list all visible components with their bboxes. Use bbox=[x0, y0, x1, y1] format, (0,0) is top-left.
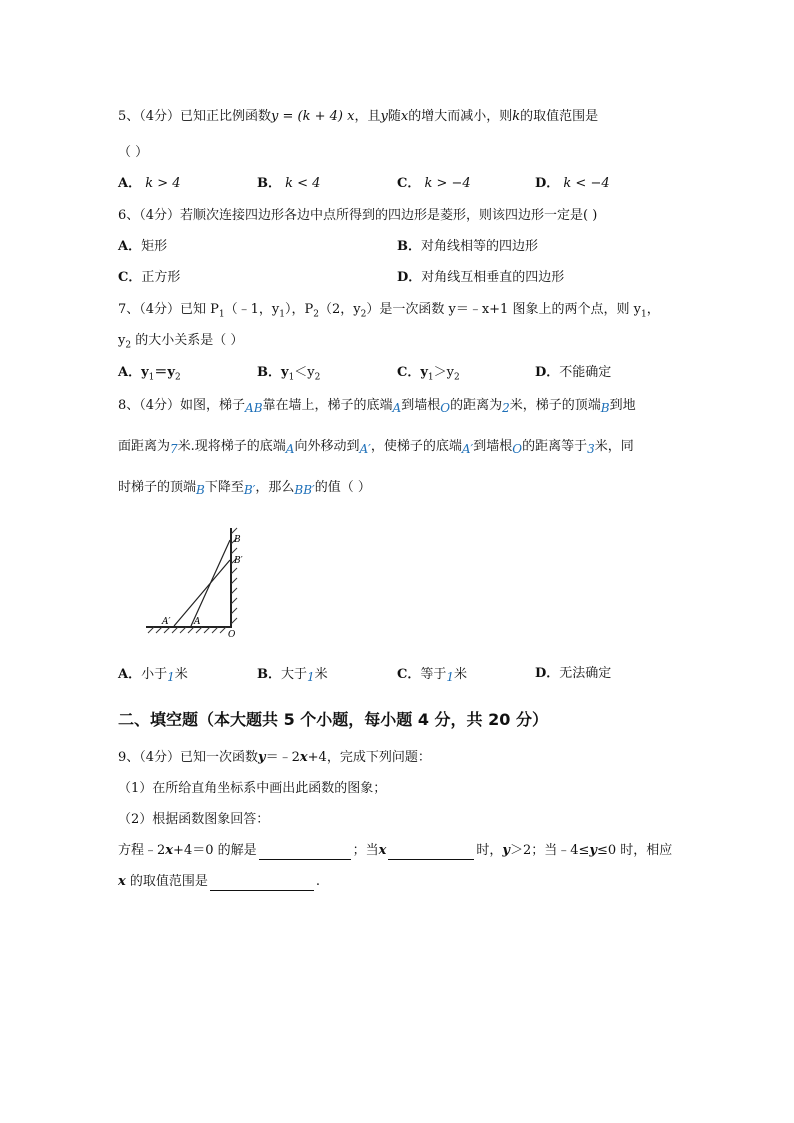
ladder-apbp bbox=[174, 560, 230, 626]
q5-mid2: 随 bbox=[387, 109, 401, 124]
answer-blank-1[interactable] bbox=[259, 845, 351, 860]
option-label: C． bbox=[397, 365, 421, 380]
q5-option-b[interactable] bbox=[257, 175, 320, 193]
option-text: y bbox=[141, 365, 149, 380]
q5-suffix: 的取值范围是 bbox=[520, 109, 599, 124]
option-text: 无法确定 bbox=[559, 666, 612, 681]
label-b-prime: B′ bbox=[234, 556, 243, 566]
q9-math: x bbox=[165, 843, 174, 858]
option-label: C． bbox=[397, 667, 421, 682]
q9-math: x bbox=[378, 843, 387, 858]
option-text: 大于 bbox=[281, 667, 308, 682]
q5-paren: （ ） bbox=[118, 145, 149, 160]
option-label: A． bbox=[118, 239, 142, 254]
option-label: B． bbox=[397, 239, 421, 254]
option-label: D． bbox=[397, 270, 422, 285]
q7-text: （2，y bbox=[319, 302, 361, 317]
q5-mid: ，且 bbox=[354, 109, 381, 124]
q9-text: +4，完成下列问题： bbox=[307, 750, 431, 765]
section-title: 二、填空题（本大题共 5 个小题，每小题 4 分，共 20 分） bbox=[118, 710, 548, 729]
q8-text: ，使梯子的底端 bbox=[370, 439, 462, 454]
q7-text: ），P bbox=[285, 302, 314, 317]
q7-text: y bbox=[118, 333, 126, 348]
subscript: 2 bbox=[360, 309, 367, 320]
option-label: D． bbox=[535, 666, 560, 681]
q8-stem-line2 bbox=[118, 437, 634, 456]
option-num: 1 bbox=[167, 670, 175, 684]
q5-mid3: 的增大而减小，则 bbox=[408, 109, 513, 124]
q9-part2: （2）根据函数图象回答： bbox=[118, 812, 270, 827]
option-label: C． bbox=[397, 176, 421, 191]
q9-text: 的取值范围是 bbox=[125, 874, 208, 889]
q7-text: ， bbox=[646, 302, 660, 317]
q9-text: ；当 bbox=[352, 843, 379, 858]
q6-option-c[interactable] bbox=[118, 269, 180, 287]
option-expr: k < −4 bbox=[563, 176, 610, 191]
subscript: 2 bbox=[314, 372, 321, 383]
q7-stem-line1 bbox=[118, 301, 660, 324]
q8-option-b[interactable] bbox=[257, 665, 328, 684]
q9-text: . bbox=[315, 874, 321, 889]
q9-text: ＝﹣2 bbox=[265, 750, 300, 765]
q8-text: 到墙根 bbox=[473, 439, 513, 454]
q9-text: 9、（4分）已知一次函数 bbox=[118, 750, 259, 765]
option-text: 对角线互相垂直的四边形 bbox=[421, 270, 565, 285]
q9-blank-line2 bbox=[118, 873, 320, 891]
q9-math: y bbox=[258, 750, 266, 765]
q7-option-a[interactable] bbox=[118, 364, 181, 387]
q7-option-b[interactable] bbox=[257, 364, 320, 387]
option-num: 1 bbox=[446, 670, 455, 684]
label-b: B bbox=[234, 535, 241, 545]
option-text: 矩形 bbox=[141, 239, 168, 254]
subscript: 1 bbox=[427, 372, 434, 383]
q9-math: y bbox=[589, 843, 597, 858]
q5-x: x bbox=[400, 109, 409, 124]
q9-stem bbox=[118, 749, 431, 767]
option-text: 米 bbox=[174, 667, 188, 682]
q5-formula: y = (k + 4) x bbox=[271, 109, 355, 124]
option-label: D． bbox=[535, 176, 560, 191]
q8-math: A′ bbox=[359, 442, 371, 456]
q9-blank-line1 bbox=[118, 842, 672, 860]
q5-option-c[interactable] bbox=[397, 175, 471, 193]
label-o: O bbox=[228, 630, 236, 640]
q7-text: （﹣1，y bbox=[224, 302, 280, 317]
q8-stem-line3 bbox=[118, 478, 371, 497]
option-label: C． bbox=[118, 270, 142, 285]
option-num: 1 bbox=[307, 670, 315, 684]
q5-prefix: 5、（4分）已知正比例函数 bbox=[118, 109, 272, 124]
q8-text: 时梯子的顶端 bbox=[118, 480, 197, 495]
subscript: 1 bbox=[148, 372, 155, 383]
answer-blank-3[interactable] bbox=[210, 876, 314, 891]
q8-text: 到墙根 bbox=[401, 398, 441, 413]
q8-text: 米，梯子的顶端 bbox=[509, 398, 601, 413]
ladder-figure bbox=[118, 520, 308, 650]
q7-option-d[interactable] bbox=[535, 364, 611, 382]
q6-option-b[interactable] bbox=[397, 238, 538, 256]
q9-text: 时， bbox=[476, 843, 503, 858]
q9-part1: （1）在所给直角坐标系中画出此函数的图象； bbox=[118, 781, 387, 796]
q5-option-a[interactable] bbox=[118, 175, 181, 193]
q9-text: ≤0 时，相应 bbox=[596, 843, 673, 858]
q8-text: 下降至 bbox=[204, 480, 244, 495]
q8-math: A bbox=[392, 401, 402, 415]
q6-option-a[interactable] bbox=[118, 238, 167, 256]
q8-text: 面距离为 bbox=[118, 439, 171, 454]
option-text: ＝y bbox=[154, 365, 175, 380]
q8-math: A bbox=[285, 442, 295, 456]
q5-stem bbox=[118, 108, 598, 126]
q7-text: 的大小关系是（ ） bbox=[131, 333, 244, 348]
subscript: 1 bbox=[640, 309, 647, 320]
q7-text: ）是一次函数 y＝﹣x+1 图象上的两个点，则 y bbox=[366, 302, 641, 317]
q5-option-d[interactable] bbox=[535, 175, 610, 193]
option-expr: k > −4 bbox=[424, 176, 471, 191]
q8-stem-line1 bbox=[118, 396, 636, 415]
q9-text: +4＝0 的解是 bbox=[173, 843, 257, 858]
option-text: ＜y bbox=[294, 365, 315, 380]
option-label: B． bbox=[257, 365, 281, 380]
q8-math: B bbox=[600, 401, 610, 415]
q8-math: 3 bbox=[587, 442, 595, 456]
option-text: 正方形 bbox=[141, 270, 181, 285]
subscript: 1 bbox=[279, 309, 286, 320]
q5-k: k bbox=[512, 109, 521, 124]
q8-math: B′ bbox=[243, 483, 256, 497]
q8-math: O bbox=[440, 401, 451, 415]
q8-text: 8、（4分）如图，梯子 bbox=[118, 398, 246, 413]
option-text: 小于 bbox=[141, 667, 168, 682]
q6-stem: 6、（4分）若顺次连接四边形各边中点所得到的四边形是菱形，则该四边形一定是( ) bbox=[118, 208, 598, 223]
subscript: 1 bbox=[288, 372, 295, 383]
q8-math: A′ bbox=[461, 442, 474, 456]
subscript: 2 bbox=[313, 309, 319, 320]
q5-y: y bbox=[380, 109, 388, 124]
subscript: 2 bbox=[174, 372, 181, 383]
option-text: 等于 bbox=[420, 667, 447, 682]
q8-text: 米.现将梯子的底端 bbox=[177, 439, 286, 454]
q8-text: 到地 bbox=[609, 398, 636, 413]
q8-math: 7 bbox=[170, 442, 178, 456]
option-text: ＞y bbox=[433, 365, 455, 380]
q9-math: x bbox=[299, 750, 308, 765]
option-expr: k > 4 bbox=[145, 176, 181, 191]
option-text: 对角线相等的四边形 bbox=[421, 239, 539, 254]
q9-math: x bbox=[118, 874, 126, 889]
q8-math: 2 bbox=[502, 401, 510, 415]
answer-blank-2[interactable] bbox=[388, 845, 474, 860]
q6-option-d[interactable] bbox=[397, 269, 564, 287]
option-label: A． bbox=[118, 667, 142, 682]
q8-text: 米，同 bbox=[594, 439, 634, 454]
subscript: 1 bbox=[218, 309, 225, 320]
q8-text: ，那么 bbox=[255, 480, 295, 495]
option-label: D． bbox=[535, 365, 560, 380]
label-a: A bbox=[194, 617, 201, 627]
option-label: A． bbox=[118, 176, 142, 191]
option-label: B． bbox=[257, 176, 281, 191]
q8-text: 靠在墙上，梯子的底端 bbox=[262, 398, 393, 413]
q9-text: 方程﹣2 bbox=[118, 843, 166, 858]
q9-text: ＞2；当﹣4≤ bbox=[509, 843, 590, 858]
option-label: A． bbox=[118, 365, 142, 380]
q8-math: BB′ bbox=[294, 483, 315, 497]
q8-text: 向外移动到 bbox=[294, 439, 360, 454]
q7-option-c[interactable] bbox=[397, 364, 460, 387]
q8-option-a[interactable] bbox=[118, 665, 188, 684]
option-text: 不能确定 bbox=[559, 365, 612, 380]
q8-text: 的距离等于 bbox=[522, 439, 588, 454]
q9-math: y bbox=[502, 843, 510, 858]
q8-math: O bbox=[512, 442, 523, 456]
subscript: 2 bbox=[125, 340, 132, 351]
option-text: y bbox=[420, 365, 428, 380]
q8-text: 的距离为 bbox=[450, 398, 503, 413]
option-label: B． bbox=[257, 667, 281, 682]
q8-option-d[interactable] bbox=[535, 665, 611, 683]
option-text: 米 bbox=[314, 667, 328, 682]
option-text: y bbox=[281, 365, 289, 380]
q8-text: 的值（ ） bbox=[314, 480, 371, 495]
q8-math: AB bbox=[245, 401, 263, 415]
q8-math: B bbox=[196, 483, 205, 497]
subscript: 2 bbox=[454, 372, 460, 383]
q7-stem-line2 bbox=[118, 332, 243, 355]
label-a-prime: A′ bbox=[162, 617, 171, 627]
q7-text: 7、（4分）已知 P bbox=[118, 302, 219, 317]
option-expr: k < 4 bbox=[285, 176, 321, 191]
q8-option-c[interactable] bbox=[397, 665, 467, 684]
option-text: 米 bbox=[454, 667, 468, 682]
